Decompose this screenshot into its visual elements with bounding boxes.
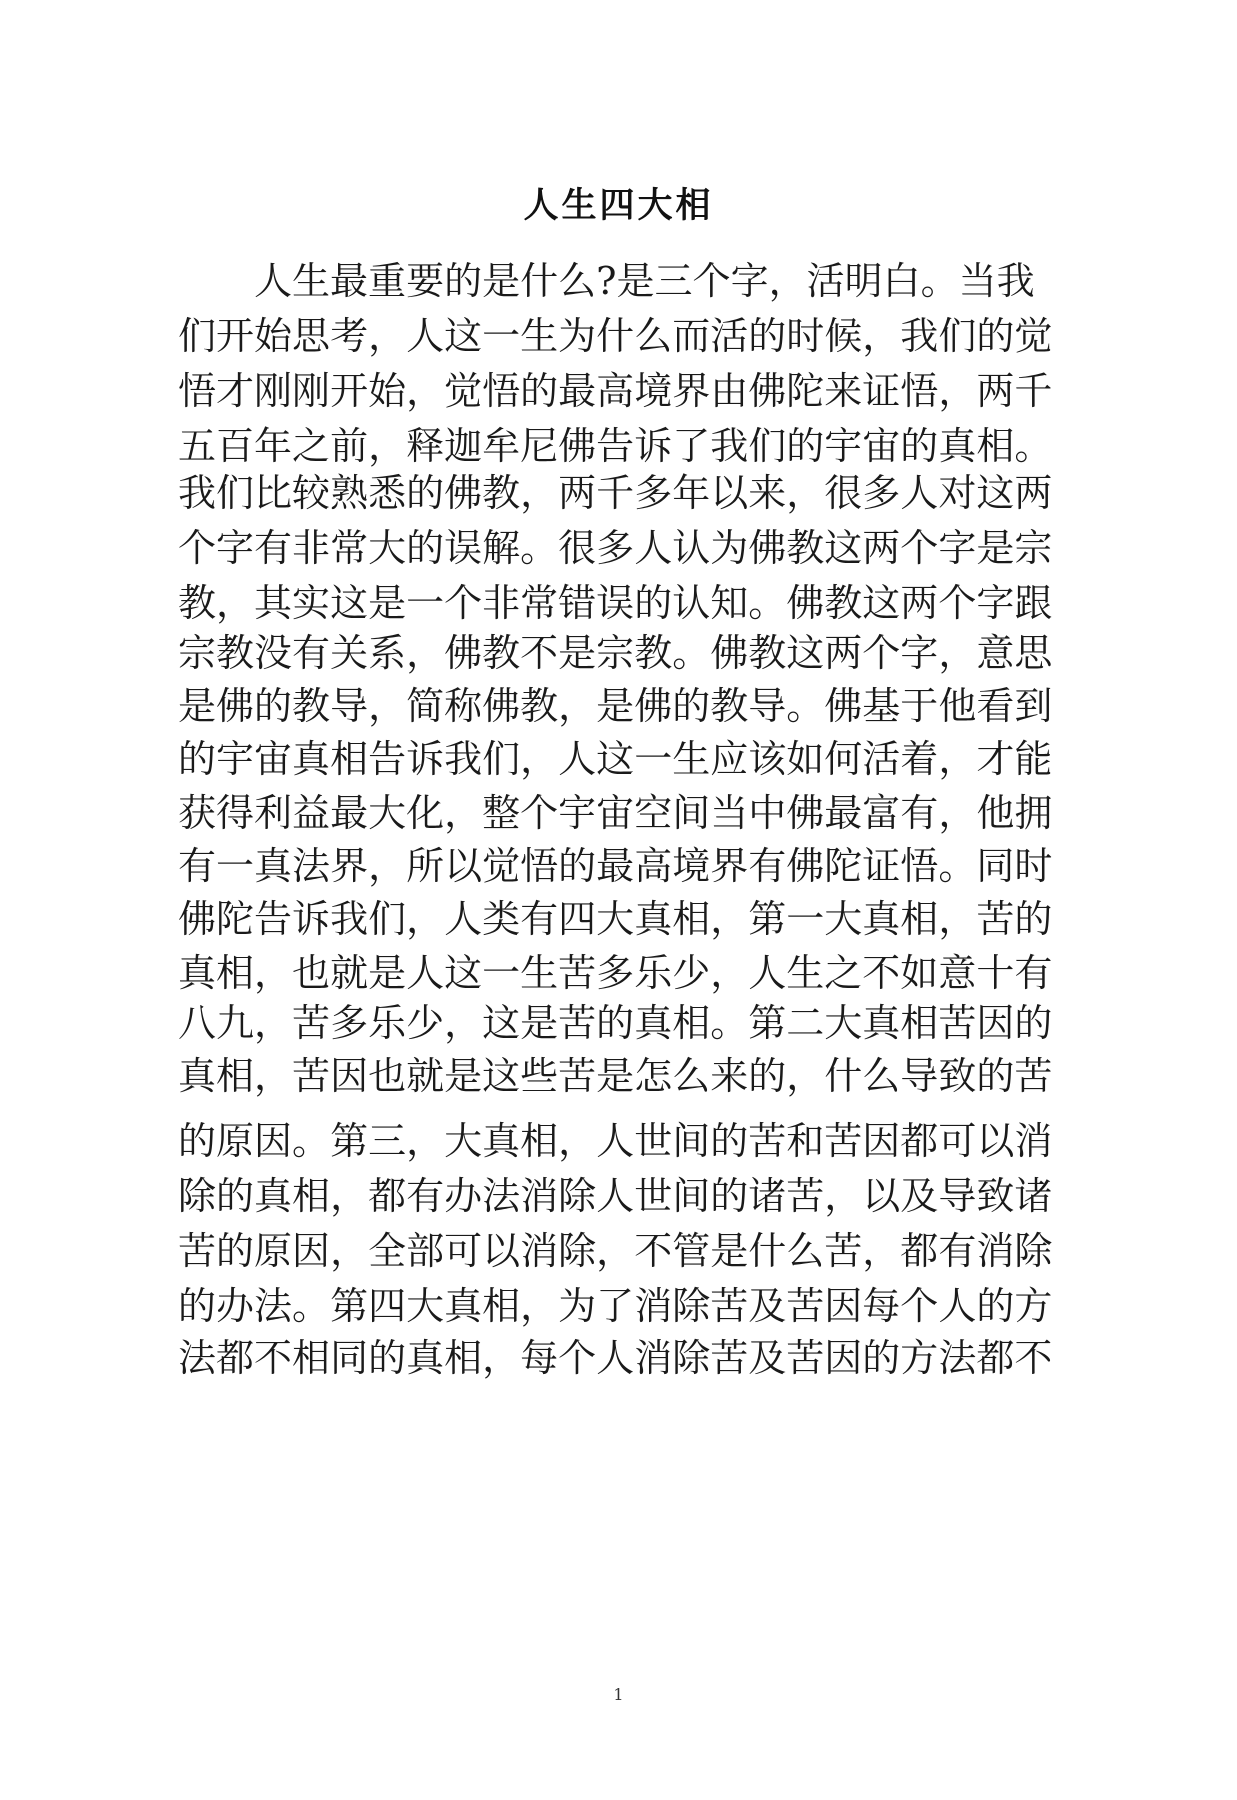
body-line: 悟 才 刚 刚 开 始 ， 觉 悟 的 最 高 境 界 由 佛 陀 来 证 悟 ， 两 千 (178, 369, 1053, 413)
page-number: 1 (613, 1685, 624, 1704)
body-line: 佛 陀 告 诉 我 们 ， 人 类 有 四 大 真 相 ， 第 一 大 真 相 ， 苦 的 (178, 897, 1053, 941)
body-line: 真 相 ， 苦 因 也 就 是 这 些 苦 是 怎 么 来 的 ， 什 么 导 致 的 苦 (178, 1054, 1053, 1098)
body-line: 有 一 真 法 界 ， 所 以 觉 悟 的 最 高 境 界 有 佛 陀 证 悟 。 同 时 (178, 844, 1053, 888)
body-line: 真 相 ， 也 就 是 人 这 一 生 苦 多 乐 少 ， 人 生 之 不 如 意 十 有 (178, 951, 1053, 995)
body-line: 除 的 真 相 ， 都 有 办 法 消 除 人 世 间 的 诸 苦 ， 以 及 导 致 诸 (178, 1174, 1053, 1218)
body-line: 法 都 不 相 同 的 真 相 ， 每 个 人 消 除 苦 及 苦 因 的 方 法 都 不 (178, 1336, 1053, 1380)
body-line: 人 生 最 重 要 的 是 什 么 ? 是 三 个 字 ， 活 明 白 。 当 我 (254, 259, 1035, 303)
body-line: 个 字 有 非 常 大 的 误 解 。 很 多 人 认 为 佛 教 这 两 个 字 是 宗 (178, 526, 1053, 570)
body-line: 苦 的 原 因 ， 全 部 可 以 消 除 ， 不 管 是 什 么 苦 ， 都 有 消 除 (178, 1229, 1053, 1273)
body-line: 的 原 因 。 第 三 ， 大 真 相 ， 人 世 间 的 苦 和 苦 因 都 可 以 消 (178, 1119, 1053, 1163)
body-line: 的 宇 宙 真 相 告 诉 我 们 ， 人 这 一 生 应 该 如 何 活 着 ， 才 能 (178, 737, 1053, 781)
body-line: 是 佛 的 教 导 ， 简 称 佛 教 ， 是 佛 的 教 导 。 佛 基 于 他 看 到 (178, 684, 1053, 728)
body-line: 的 办 法 。 第 四 大 真 相 ， 为 了 消 除 苦 及 苦 因 每 个 人 的 方 (178, 1284, 1053, 1328)
body-line: 五 百 年 之 前 ， 释 迦 牟 尼 佛 告 诉 了 我 们 的 宇 宙 的 真 相 。 (178, 424, 1053, 468)
body-line: 们 开 始 思 考 ， 人 这 一 生 为 什 么 而 活 的 时 候 ， 我 们 的 觉 (178, 314, 1053, 358)
body-line: 教 ， 其 实 这 是 一 个 非 常 错 误 的 认 知 。 佛 教 这 两 个 字 跟 (178, 581, 1053, 625)
body-line: 我 们 比 较 熟 悉 的 佛 教 ， 两 千 多 年 以 来 ， 很 多 人 对 这 两 (178, 471, 1053, 515)
document-title: 人生四大相 (523, 185, 714, 226)
body-line: 宗 教 没 有 关 系 ， 佛 教 不 是 宗 教 。 佛 教 这 两 个 字 ， 意 思 (178, 631, 1053, 675)
body-line: 八 九 ， 苦 多 乐 少 ， 这 是 苦 的 真 相 。 第 二 大 真 相 苦 因 的 (178, 1001, 1053, 1045)
body-line: 获 得 利 益 最 大 化 ， 整 个 宇 宙 空 间 当 中 佛 最 富 有 ， 他 拥 (178, 791, 1053, 835)
